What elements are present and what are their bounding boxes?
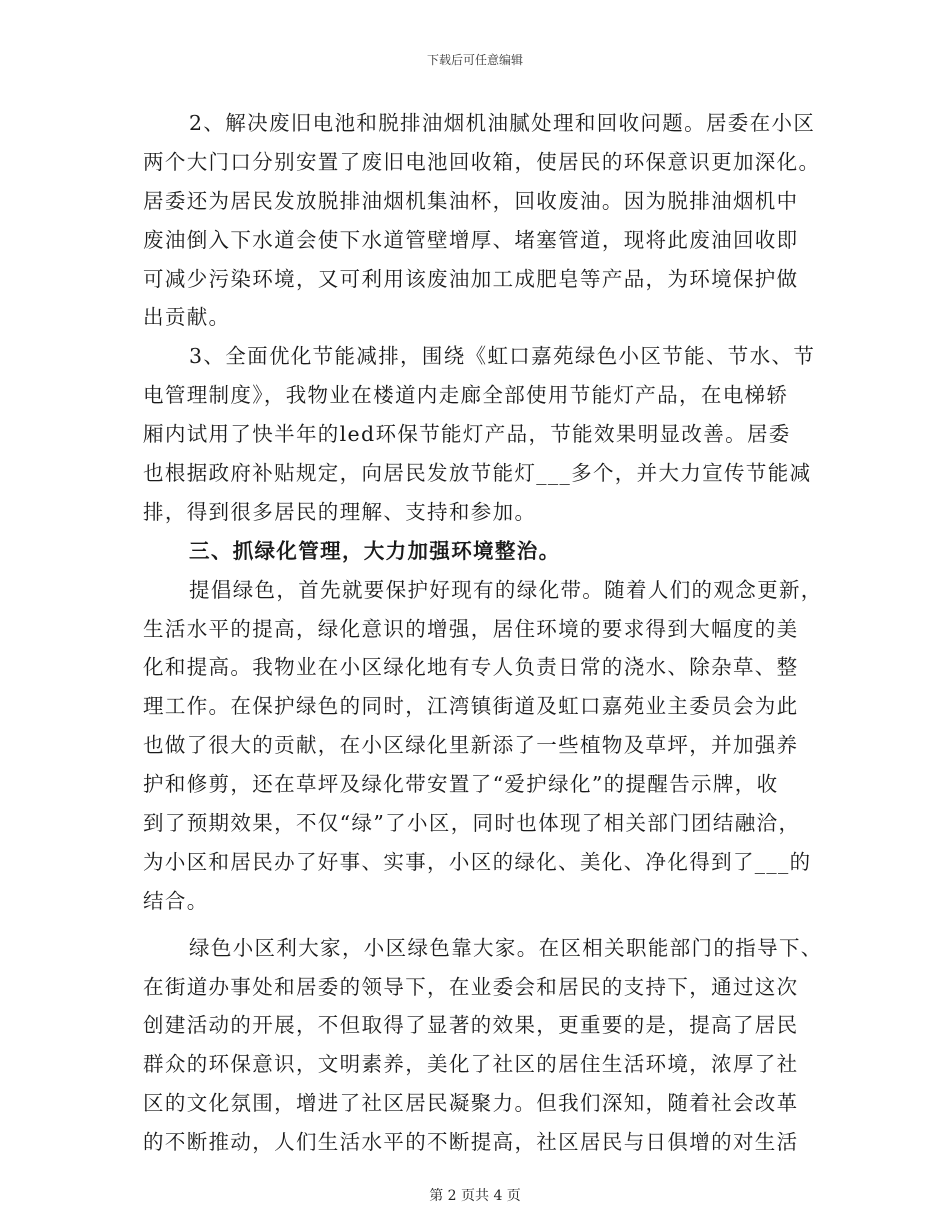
text-line: 废油倒入下水道会使下水道管壁增厚、堵塞管道，现将此废油回收即 [143,227,799,252]
text-line: 结合。 [143,888,209,913]
text-line: 厢内试用了快半年的led环保节能灯产品，节能效果明显改善。居委 [143,422,791,447]
page-header: 下载后可任意编辑 [426,53,523,67]
section-heading: 三、抓绿化管理，大力加强环境整治。 [189,538,561,563]
text-line: 到了预期效果，不仅“绿”了小区，同时也体现了相关部门团结融洽， [143,811,801,836]
text-line: 3、全面优化节能减排，围绕《虹口嘉苑绿色小区节能、节水、节 [189,344,816,369]
text-line: 护和修剪，还在草坪及绿化带安置了“爱护绿化”的提醒告示牌，收 [143,772,779,797]
text-line: 可减少污染环境，又可利用该废油加工成肥皂等产品，为环境保护做 [143,266,799,291]
text-line: 群众的环保意识，文明素养，美化了社区的居住生活环境，浓厚了社 [143,1052,799,1077]
text-line: 2、解决废旧电池和脱排油烟机油腻处理和回收问题。居委在小区 [189,111,816,135]
text-line: 化和提高。我物业在小区绿化地有专人负责日常的浇水、除杂草、整 [143,655,799,680]
text-line: 为小区和居民办了好事、实事，小区的绿化、美化、净化得到了___的 [143,849,812,874]
text-line: 理工作。在保护绿色的同时，江湾镇街道及虹口嘉苑业主委员会为此 [143,694,799,719]
text-line: 的不断推动，人们生活水平的不断提高，社区居民与日俱增的对生活 [143,1130,799,1155]
text-line: 排，得到很多居民的理解、支持和参加。 [143,499,537,524]
text-line: 也做了很大的贡献，在小区绿化里新添了一些植物及草坪，并加强养 [143,733,799,758]
text-line: 在街道办事处和居委的领导下，在业委会和居民的支持下，通过这次 [143,974,799,999]
text-line: 创建活动的开展，不但取得了显著的效果，更重要的是，提高了居民 [143,1013,799,1038]
document-body [143,104,823,1162]
page-footer: 第 2 页共 4 页 [429,1188,521,1204]
text-line: 电管理制度》，我物业在楼道内走廊全部使用节能灯产品，在电梯轿 [143,383,789,408]
text-line: 出贡献。 [143,305,231,330]
text-line: 区的文化氛围，增进了社区居民凝聚力。但我们深知，随着社会改革 [143,1091,799,1116]
text-line: 提倡绿色，首先就要保护好现有的绿化带。随着人们的观念更新， [189,577,823,602]
text-line: 两个大门口分别安置了废旧电池回收箱，使居民的环保意识更加深化。 [143,149,821,174]
text-line: 生活水平的提高，绿化意识的增强，居住环境的要求得到大幅度的美 [143,616,799,641]
text-line: 也根据政府补贴规定，向居民发放节能灯___多个，并大力宣传节能减 [143,461,812,486]
text-line: 绿色小区利大家，小区绿色靠大家。在区相关职能部门的指导下、 [189,935,823,960]
text-line: 居委还为居民发放脱排油烟机集油杯，回收废油。因为脱排油烟机中 [143,188,799,213]
